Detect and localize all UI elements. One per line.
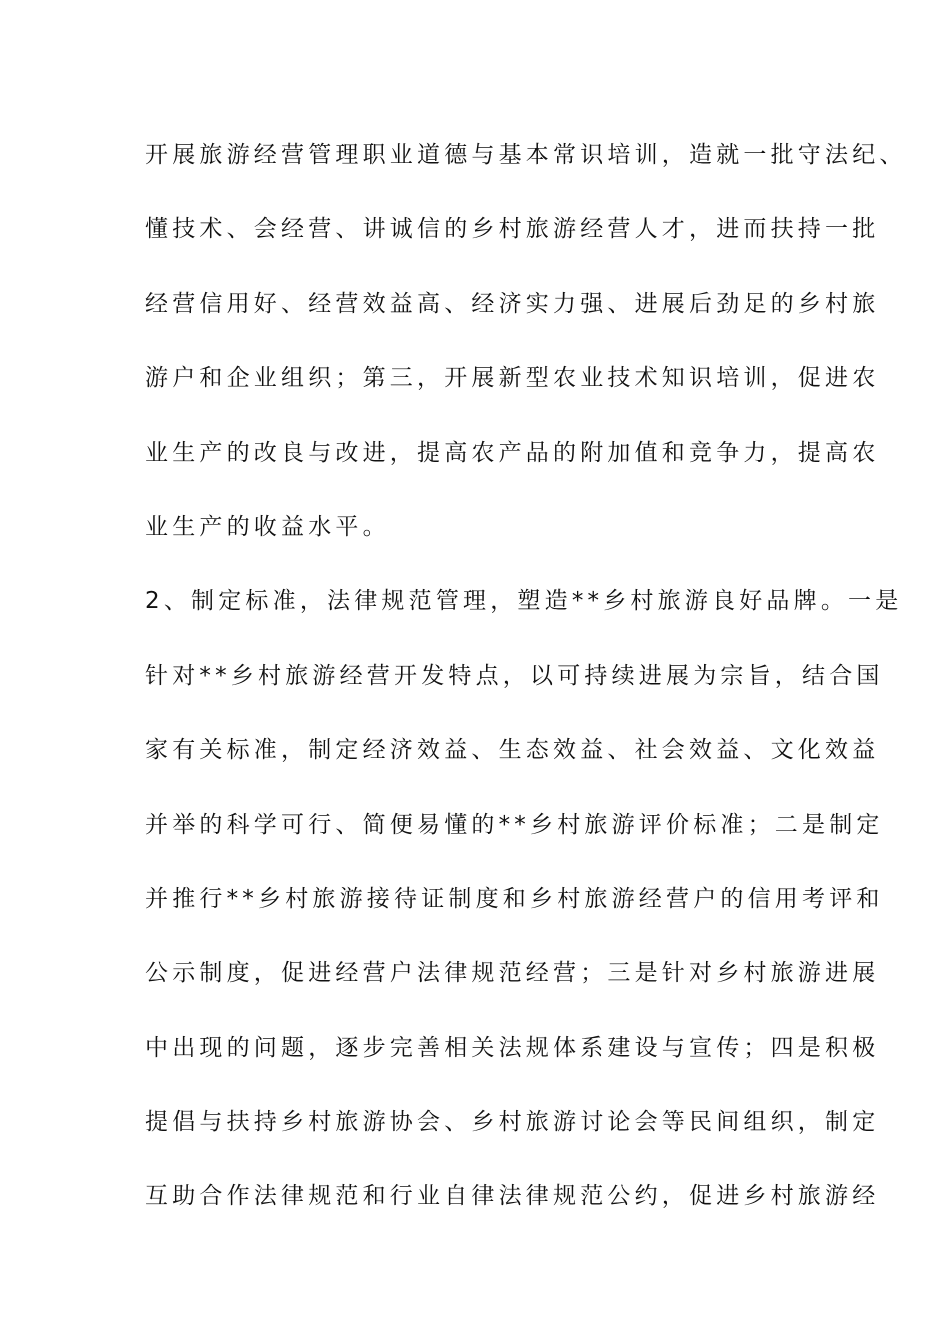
text-line: 家有关标准，制定经济效益、生态效益、社会效益、文化效益: [145, 737, 880, 764]
text-line: 业生产的收益水平。: [145, 513, 390, 540]
text-line: 开展旅游经营管理职业道德与基本常识培训，造就一批守法纪、: [145, 142, 907, 168]
text-line: 互助合作法律规范和行业自律法律规范公约，促进乡村旅游经: [145, 1183, 880, 1210]
text-line: 针对**乡村旅游经营开发特点，以可持续进展为宗旨，结合国: [145, 662, 884, 689]
text-line: 游户和企业组织；第三，开展新型农业技术知识培训，促进农: [145, 365, 880, 392]
text-line: 业生产的改良与改进，提高农产品的附加值和竞争力，提高农: [145, 439, 880, 466]
text-line: 并举的科学可行、简便易懂的**乡村旅游评价标准；二是制定: [145, 811, 884, 838]
body-text: [145, 130, 907, 1246]
text-line: 公示制度，促进经营户法律规范经营；三是针对乡村旅游进展: [145, 960, 880, 987]
text-line: 并推行**乡村旅游接待证制度和乡村旅游经营户的信用考评和: [145, 885, 884, 912]
text-line: 提倡与扶持乡村旅游协会、乡村旅游讨论会等民间组织，制定: [145, 1109, 880, 1136]
text-line: 懂技术、会经营、讲诚信的乡村旅游经营人才，进而扶持一批: [145, 216, 880, 243]
text-line: 中出现的问题，逐步完善相关法规体系建设与宣传；四是积极: [145, 1034, 880, 1061]
section-heading-line: 2、制定标准，法律规范管理，塑造**乡村旅游良好品牌。一是: [145, 588, 903, 615]
text-line: 经营信用好、经营效益高、经济实力强、进展后劲足的乡村旅: [145, 290, 880, 317]
